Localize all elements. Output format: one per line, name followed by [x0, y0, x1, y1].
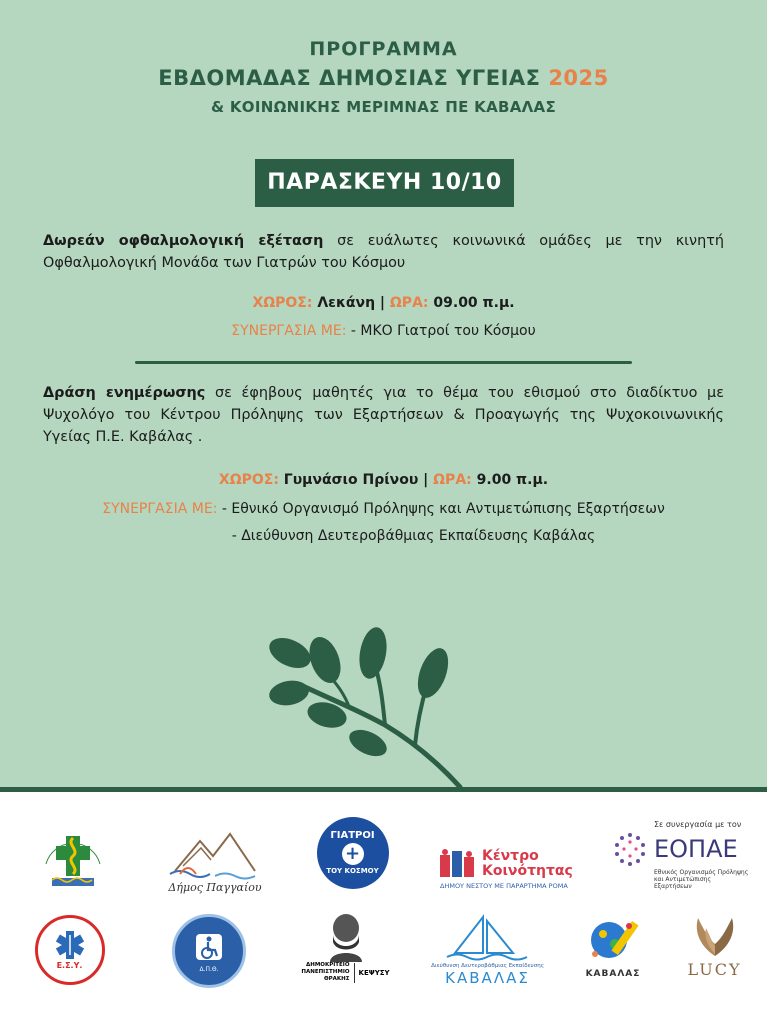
- title-line3: & ΚΟΙΝΩΝΙΚΗΣ ΜΕΡΙΜΝΑΣ ΠΕ ΚΑΒΑΛΑΣ: [210, 98, 556, 116]
- dde-sub: Διεύθυνση Δευτεροβάθμιας Εκπαίδευσης: [431, 963, 544, 969]
- event2-partner2: - Διεύθυνση Δευτεροβάθμιας Εκπαίδευσης Καβάλας: [231, 528, 596, 544]
- event2-partner-label: ΣΥΝΕΡΓΑΣΙΑ ΜΕ:: [102, 501, 218, 517]
- section-divider: [135, 361, 632, 364]
- event2-time: 9.00 π.μ.: [471, 472, 549, 488]
- logo-kentro-koinotitas: [440, 845, 590, 893]
- wheelchair-icon: [192, 930, 226, 964]
- logo-iatrikos-syllogos: [38, 822, 108, 892]
- cross-icon: +: [342, 843, 364, 865]
- event1-title: Δωρεάν οφθαλμολογική εξέταση: [43, 233, 324, 249]
- star-of-life-icon: [54, 929, 86, 961]
- people-icon: [440, 849, 476, 879]
- kepsy-name: ΚΕΨΥΣΥ: [358, 968, 390, 977]
- eopae-sub2: και Αντιμετώπισης Εξαρτήσεων: [654, 876, 711, 890]
- logo-ekab: [32, 912, 107, 987]
- event2-place-time: [0, 472, 767, 488]
- event2-title: Δράση ενημέρωσης: [43, 385, 206, 401]
- event1-partner-name: - ΜΚΟ Γιατροί του Κόσμου: [346, 323, 536, 339]
- giatroi-line2: ΤΟΥ ΚΟΣΜΟΥ: [326, 867, 379, 875]
- kentro-line1: Κέντρο: [482, 847, 539, 864]
- event1-place-label: ΧΩΡΟΣ:: [252, 295, 313, 311]
- logo-special-school: [170, 912, 248, 990]
- logo-dimos-paggaiou: [160, 820, 270, 900]
- lucy-name: LUCY: [687, 960, 742, 979]
- event2-partner: [0, 501, 767, 517]
- event2-description: σε έφηβους μαθητές για το θέμα του εθισμού στο διαδίκτυο με Ψυχολόγο του Κέντρου Πρόληψης των Εξαρτήσεων & Προαγωγής της Ψυχοκοινωνικής Υγείας Π.Ε. Καβάλας .: [43, 385, 724, 445]
- kavalas-school-name: ΚΑΒΑΛΑΣ: [585, 968, 641, 979]
- sailboat-icon: [443, 913, 533, 963]
- ekab-sub: Ε.Σ.Υ.: [56, 961, 83, 970]
- eopae-sub1: Εθνικός Οργανισμός Πρόληψης: [654, 869, 749, 876]
- event1-description: σε ευάλωτες κοινωνικά ομάδες με την κινητή Οφθαλμολογική Μονάδα των Γιατρών του Κόσμου: [43, 233, 724, 271]
- democritus-bust-icon: [324, 912, 368, 962]
- logo-kavalas-school: [573, 905, 653, 987]
- title-line2: [0, 66, 767, 90]
- special-school-sub: Δ.Π.Θ.: [199, 965, 219, 973]
- event2-time-label: ΩΡΑ:: [433, 472, 472, 488]
- event1-place: Λεκάνη |: [312, 295, 390, 311]
- title-line1: ΠΡΟΓΡΑΜΜΑ: [309, 38, 458, 60]
- eopae-dots-icon: [610, 829, 650, 869]
- event2-partner-second: [0, 528, 767, 544]
- leaf-branch-icon: [265, 625, 465, 790]
- duth-line1: ΔΗΜΟΚΡΙΤΕΙΟ: [305, 962, 350, 968]
- kentro-sub: ΔΗΜΟΥ ΝΕΣΤΟΥ ΜΕ ΠΑΡΑΡΤΗΜΑ ΡΟΜΑ: [440, 881, 568, 890]
- logo-duth-kepsysy: [298, 905, 393, 990]
- wings-icon: [690, 916, 740, 960]
- event1-time-label: ΩΡΑ:: [389, 295, 429, 311]
- day-banner: ΠΑΡΑΣΚΕΥΗ 10/10: [255, 159, 514, 207]
- event2-paragraph: [43, 382, 724, 448]
- logo-eopae: [610, 820, 750, 890]
- dde-name: ΚΑΒΑΛΑΣ: [445, 969, 530, 987]
- event1-partner: [0, 323, 767, 339]
- event1-place-time: [0, 295, 767, 311]
- logo-lucy: [682, 905, 747, 990]
- giatroi-line1: ΓΙΑΤΡΟΙ: [330, 830, 375, 841]
- title-line2-text: ΕΒΔΟΜΑΔΑΣ ΔΗΜΟΣΙΑΣ ΥΓΕΙΑΣ: [158, 66, 541, 90]
- event2-place-label: ΧΩΡΟΣ:: [218, 472, 279, 488]
- dimos-paggaiou-text: Δήμος Παγγαίου: [168, 881, 262, 894]
- event1-time: 09.00 π.μ.: [428, 295, 515, 311]
- eopae-name: ΕΟΠΑΕ: [654, 835, 738, 863]
- eopae-top: Σε συνεργασία με τον: [654, 820, 742, 829]
- duth-line2: ΠΑΝΕΠΙΣΤΗΜΙΟ: [301, 969, 350, 975]
- title-year: 2025: [548, 66, 609, 90]
- duth-line3: ΘΡΑΚΗΣ: [323, 976, 350, 982]
- logo-dde-kavalas: [430, 910, 545, 990]
- event2-place: Γυμνάσιο Πρίνου |: [278, 472, 434, 488]
- creative-pencil-icon: [583, 914, 643, 969]
- event2-partner1: - Εθνικό Οργανισμό Πρόληψης και Αντιμετώπισης Εξαρτήσεων: [217, 501, 665, 517]
- kentro-line2: Κοινότητας: [482, 862, 573, 879]
- event1-paragraph: [43, 230, 724, 274]
- event1-partner-label: ΣΥΝΕΡΓΑΣΙΑ ΜΕ:: [231, 323, 347, 339]
- logo-giatroi-tou-kosmou: [315, 815, 390, 890]
